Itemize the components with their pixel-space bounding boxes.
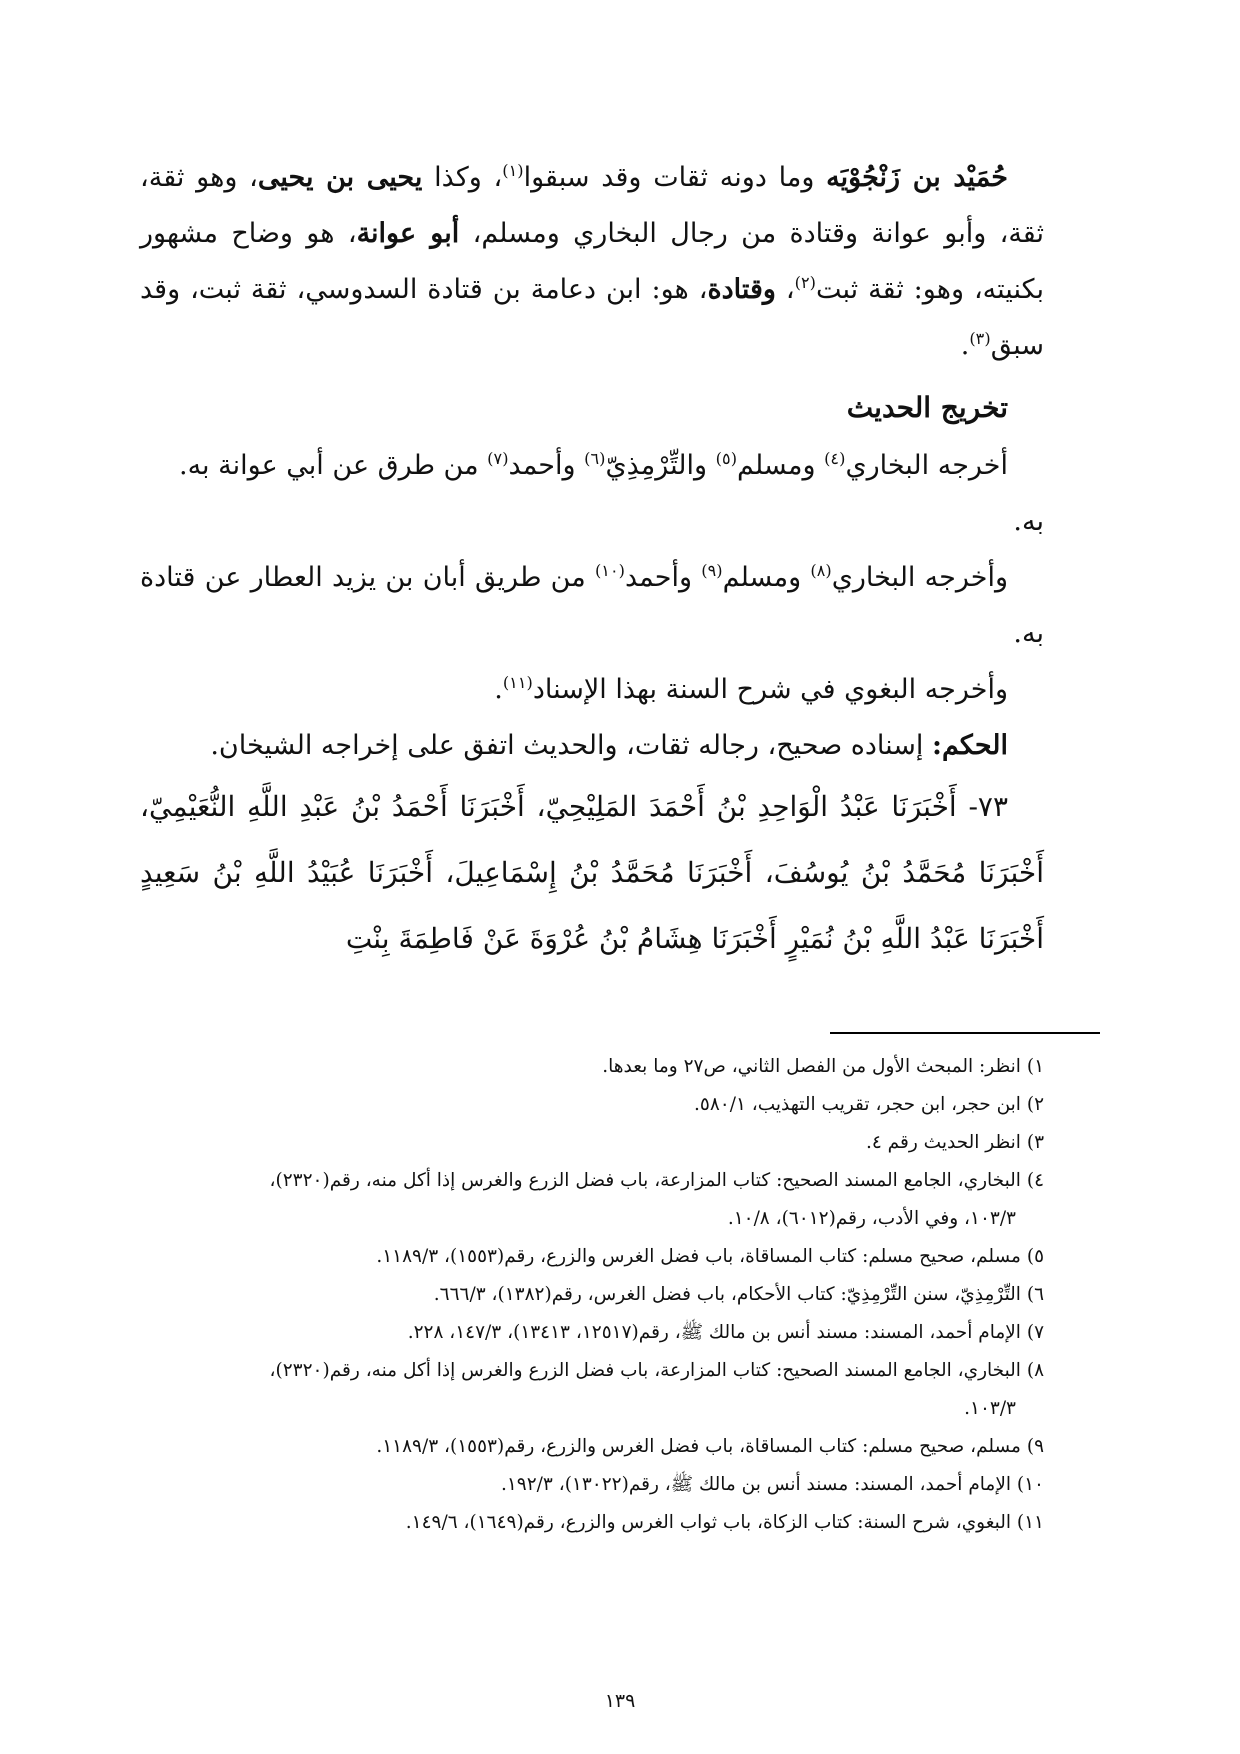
footnote-number: ٧)	[1026, 1322, 1044, 1343]
footnote-ref[interactable]: (٤)	[824, 449, 846, 468]
footnote-text: البخاري، الجامع المسند الصحيح: كتاب المزارعة، باب فضل الزرع والغرس إذا أكل منه، رقم(٢٣٢٠)،	[269, 1360, 1021, 1381]
text-run: إسناده صحيح، رجاله ثقات، والحديث اتفق على إخراجه الشيخان.	[210, 730, 932, 761]
footnote-ref[interactable]: (١٠)	[594, 561, 625, 580]
ruling-label: الحكم:	[931, 730, 1008, 761]
footnote-text: ابن حجر، ابن حجر، تقريب التهذيب، ٥٨٠/١.	[694, 1094, 1021, 1115]
footnote-text: انظر الحديث رقم ٤.	[865, 1132, 1021, 1153]
text-run: من طريق أبان بن يزيد العطار عن قتادة به.	[140, 562, 1044, 649]
page-number: ١٣٩	[604, 1690, 636, 1712]
footnote-item	[140, 1466, 1044, 1504]
text-run: ، هو: ابن دعامة بن قتادة السدوسي، ثقة ثبت، وقد سبق	[140, 274, 1044, 361]
text-run: وأحمد	[508, 450, 585, 481]
text-run: ومسلم	[722, 562, 811, 593]
footnote-ref[interactable]: (١)	[502, 161, 524, 180]
text-run: ومسلم	[737, 450, 825, 481]
text-run: وأخرجه البغوي في شرح السنة بهذا الإسناد	[532, 674, 1008, 705]
footnote-text: البخاري، الجامع المسند الصحيح: كتاب المزارعة، باب فضل الزرع والغرس إذا أكل منه، رقم(٢٣٢٠)،	[269, 1170, 1021, 1191]
text-run: ، هو وضاح مشهور بكنيته، وهو: ثقة ثبت	[140, 218, 1045, 305]
footnote-text: انظر: المبحث الأول من الفصل الثاني، ص٢٧ وما بعدها.	[602, 1056, 1021, 1077]
footnote-item	[140, 1428, 1044, 1466]
footnote-item	[140, 1352, 1044, 1428]
text-run: .	[494, 674, 503, 705]
text-run: من طرق عن أبي عوانة به.	[179, 450, 488, 481]
paragraph-takhrij-1	[140, 438, 1044, 494]
text-run: والتِّرْمِذِيّ	[605, 450, 716, 481]
footnote-ref[interactable]: (١١)	[502, 673, 533, 692]
footnote-number: ٢)	[1026, 1094, 1044, 1115]
footnote-number: ١)	[1026, 1056, 1044, 1077]
footnote-number: ٥)	[1026, 1246, 1044, 1267]
narrator-name: وقتادة	[707, 274, 776, 305]
narrator-name: أبو عوانة	[356, 218, 460, 249]
paragraph-takhrij-3	[140, 662, 1044, 718]
footnote-text: التِّرْمِذِيّ، سنن التِّرْمِذِيّ: كتاب الأحكام، باب فضل الغرس، رقم(١٣٨٢)، ٦٦٦/٣.	[433, 1284, 1021, 1305]
footnote-ref[interactable]: (٥)	[715, 449, 738, 468]
text-run: .	[960, 330, 970, 361]
footnote-text: مسلم، صحيح مسلم: كتاب المساقاة، باب فضل الغرس والزرع، رقم(١٥٥٣)، ١١٨٩/٣.	[376, 1436, 1021, 1457]
footnote-text: البغوي، شرح السنة: كتاب الزكاة، باب ثواب الغرس والزرع، رقم(١٦٤٩)، ١٤٩/٦.	[405, 1512, 1012, 1533]
footnote-item	[140, 1162, 1044, 1238]
footnote-text: مسلم، صحيح مسلم: كتاب المساقاة، باب فضل الغرس والزرع، رقم(١٥٥٣)، ١١٨٩/٣.	[376, 1246, 1021, 1267]
text-run: ،	[775, 274, 795, 305]
orphan-line: به.	[1013, 506, 1044, 537]
footnote-ref[interactable]: (٩)	[701, 561, 723, 580]
footnote-number: ٤)	[1026, 1170, 1044, 1191]
footnote-ref[interactable]: (٢)	[794, 273, 816, 292]
text-run: أخرجه البخاري	[845, 450, 1008, 481]
paragraph-takhrij-2	[140, 550, 1044, 662]
footnote-number: ١٠)	[1016, 1474, 1044, 1495]
footnote-item	[140, 1276, 1044, 1314]
footnote-text: الإمام أحمد، المسند: مسند أنس بن مالك ﷺ، رقم(١٢٥١٧، ١٣٤١٣)، ١٤٧/٣، ٢٢٨.	[407, 1322, 1021, 1343]
narrator-name: حُمَيْد بن زَنْجُوْيَه	[826, 162, 1008, 193]
text-run: وأحمد	[625, 562, 702, 593]
text-run: ، وكذا	[422, 162, 503, 193]
footnote-ref[interactable]: (٨)	[810, 561, 832, 580]
footnote-number: ٩)	[1026, 1436, 1044, 1457]
footnotes	[140, 1048, 1044, 1542]
paragraph-narrators	[140, 150, 1044, 374]
footnote-continuation: ١٠٣/٣.	[964, 1398, 1016, 1419]
main-text	[140, 150, 1044, 972]
footnote-separator	[830, 1032, 1100, 1034]
hadith-isnad: ٧٣- أَخْبَرَنَا عَبْدُ الْوَاحِدِ بْنُ أَحْمَدَ المَلِيْحِيّ، أَخْبَرَنَا أَحْمَدُ بْنُ عَبْدِ اللَّهِ النُّعَيْمِيّ، أَخْبَرَنَا مُحَمَّدُ بْنُ يُوسُفَ، أَخْبَرَنَا مُحَمَّدُ بْنُ إِسْمَاعِيلَ، أَخْبَرَنَا عُبَيْدُ اللَّهِ بْنُ سَعِيدٍ أَخْبَرَنَا عَبْدُ اللَّهِ بْنُ نُمَيْرٍ أَخْبَرَنَا هِشَامُ بْنُ عُرْوَةَ عَنْ فَاطِمَةَ بِنْتِ	[140, 790, 1044, 955]
footnote-item	[140, 1124, 1044, 1162]
text-run: ، وهو ثقة، ثقة، وأبو عوانة وقتادة من رجال البخاري ومسلم،	[140, 162, 1044, 249]
footnote-number: ٣)	[1026, 1132, 1044, 1153]
footnote-continuation: ١٠٣/٣، وفي الأدب، رقم(٦٠١٢)، ١٠/٨.	[727, 1208, 1016, 1229]
footnote-number: ٦)	[1026, 1284, 1044, 1305]
footnote-ref[interactable]: (٣)	[969, 329, 991, 348]
footnote-number: ١١)	[1016, 1512, 1044, 1533]
footnote-item	[140, 1238, 1044, 1276]
footnote-item	[140, 1048, 1044, 1086]
footnote-ref[interactable]: (٦)	[584, 449, 606, 468]
footnote-item	[140, 1086, 1044, 1124]
footnote-item	[140, 1504, 1044, 1542]
section-heading: تخريج الحديث	[846, 391, 1008, 424]
paragraph-ruling	[140, 718, 1044, 774]
narrator-name: يحيى بن يحيى	[257, 162, 423, 193]
footnote-number: ٨)	[1026, 1360, 1044, 1381]
footnote-text: الإمام أحمد، المسند: مسند أنس بن مالك ﷺ، رقم(١٣٠٢٢)، ١٩٢/٣.	[500, 1474, 1012, 1495]
footnote-item	[140, 1314, 1044, 1352]
footnote-ref[interactable]: (٧)	[487, 449, 509, 468]
text-run: وأخرجه البخاري	[831, 562, 1008, 593]
text-run: وما دونه ثقات وقد سبقوا	[523, 162, 827, 193]
